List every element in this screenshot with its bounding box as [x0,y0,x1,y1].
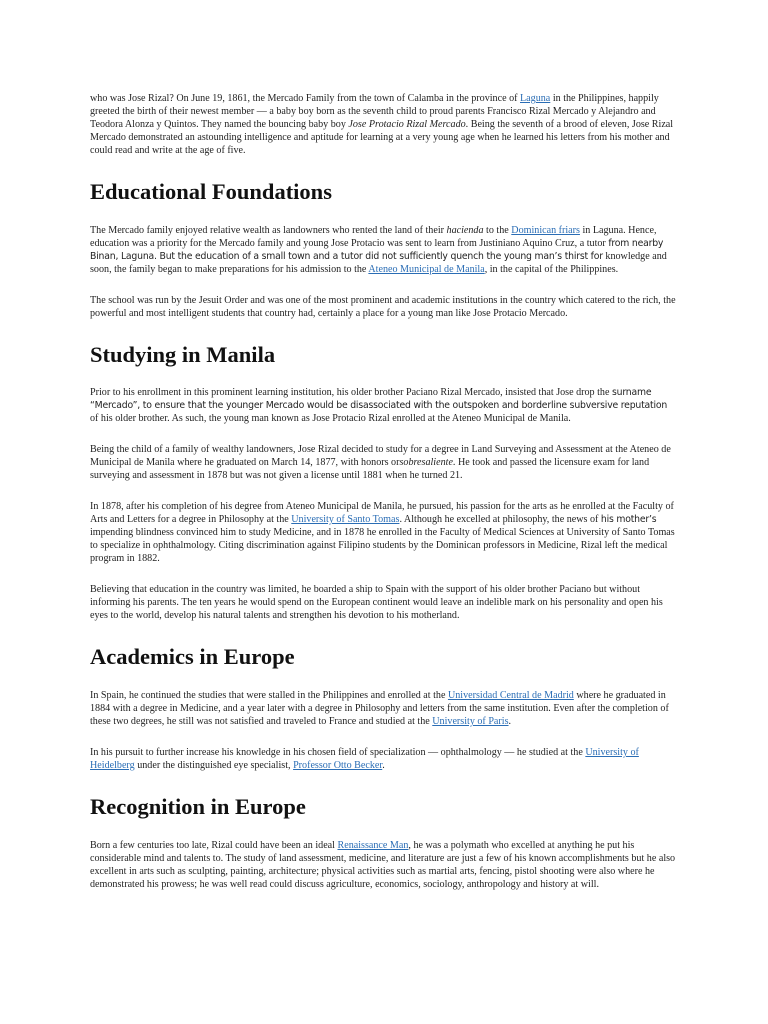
academics-p1-text-2: where he graduated in 1884 with a degree in Medicine, and a year later with a degree in Philosophy and letters from the same institution. Even after the completion of these two degrees, he still was not satisfied and traveled to France and studied at the [90,690,669,727]
link-ateneo-municipal[interactable]: Ateneo Municipal de Manila [368,264,485,275]
academics-p1-text-3: . [508,716,512,727]
academics-paragraph-2 [90,746,676,772]
academics-p2-text-2: under the distinguished eye specialist, [134,760,294,771]
manila-p2-text-2: . He took and passed the licensure exam for land surveying and assessment in 1878 but was not given a license until 1881 when he turned 21. [90,457,650,481]
intro-text-2: in the Philippines, happily greeted the birth of their newest member — a baby boy born as the seventh child to proud parents Francisco Rizal Mercado y Alejandro and Teodora Alonza y Quintos. They named the bouncing baby boy [90,93,659,130]
educational-p1-text-2: to the [483,225,512,236]
manila-p1-text-3: of his older brother. As such, the young man known as Jose Protacio Rizal enrolled at the Ateneo Municipal de Manila. [90,413,571,424]
manila-p3-text-4: impending blindness convinced him to study Medicine, and in 1878 he enrolled in the Faculty of Medical Sciences at University of Santo Tomas to specialize in ophthalmology. Citing discrimination against Filipino students by the Dominican professors in Medicine, Rizal left the medical program in 1882. [90,527,675,564]
hacienda-italic: hacienda [446,225,484,236]
academics-p2-text-1: In his pursuit to further increase his knowledge in his chosen field of specialization — ophthalmology — he studied at the [90,747,586,758]
manila-paragraph-3 [90,500,676,565]
manila-p1-text-1: Prior to his enrollment in this prominent learning institution, his older brother Paciano Rizal Mercado, insisted that Jose drop the [90,387,612,398]
manila-p1-text-2: surname “Mercado”, to ensure that the younger Mercado would be disassociated with the outspoken and borderline subversive reputation [90,387,668,411]
recognition-paragraph-1 [90,839,676,891]
heading-studying-in-manila: Studying in Manila [90,342,276,367]
link-laguna[interactable]: Laguna [520,93,551,104]
link-universidad-central-de-madrid[interactable]: Universidad Central de Madrid [447,690,574,701]
link-renaissance-man[interactable]: Renaissance Man [337,840,409,851]
manila-paragraph-2 [90,443,676,482]
educational-p1-text-6: , in the capital of the Philippines. [484,264,619,275]
educational-p1-text-5: knowledge and soon, the family began to make preparations for his admission to the [90,251,667,275]
article-body [90,92,676,903]
link-university-of-paris[interactable]: University of Paris [432,716,509,727]
educational-paragraph-2: The school was run by the Jesuit Order and was one of the most prominent and academic institutions in the country which catered to the rich, the powerful and most intelligent students that country had, certainly a place for a young man like Jose Protacio Mercado. [90,295,676,319]
heading-recognition-in-europe: Recognition in Europe [90,794,306,819]
heading-academics-in-europe: Academics in Europe [90,644,295,669]
link-dominican-friars[interactable]: Dominican friars [511,225,580,236]
educational-p1-text-1: The Mercado family enjoyed relative wealth as landowners who rented the land of their [90,225,447,236]
academics-paragraph-1 [90,689,676,728]
intro-name-italic: Jose Protacio Rizal Mercado [348,119,466,130]
educational-paragraph-1 [90,224,676,276]
intro-text-1: who was Jose Rizal? On June 19, 1861, the Mercado Family from the town of Calamba in the province of [90,93,521,104]
educational-p1-text-3: in Laguna. Hence, education was a priority for the Mercado family and young Jose Protacio was sent to learn from Justiniano Aquino Cruz, a tutor [90,225,657,249]
manila-p2-text-1: Being the child of a family of wealthy landowners, Jose Rizal decided to study for a degree in Land Surveying and Assessment at the Ateneo de Municipal de Manila where he graduated on March 14, 1877, with honors or [90,444,671,468]
manila-p3-text-2: . Although he excelled at philosophy, the news of [399,514,601,525]
sobresaliente-italic: sobresaliente [399,457,453,468]
link-professor-otto-becker[interactable]: Professor Otto Becker [293,760,383,771]
link-university-of-santo-tomas[interactable]: University of Santo Tomas [291,514,400,525]
academics-p2-text-3: . [382,760,385,771]
manila-p3-text-1: In 1878, after his completion of his degree from Ateneo Municipal de Manila, he pursued, his passion for the arts as he enrolled at the Faculty of Arts and Letters for a degree in Philosophy at the [90,501,674,525]
educational-p1-text-4: from nearby Binan, Laguna. But the education of a small town and a tutor did not sufficiently quench the young man’s thirst for [90,238,664,262]
heading-educational-foundations: Educational Foundations [90,179,332,204]
intro-text-3: . Being the seventh of a brood of eleven, Jose Rizal Mercado demonstrated an astounding intelligence and aptitude for learning at a very young age when he learned his letters from his mother and could read and write at the age of five. [90,119,674,156]
link-university-of-heidelberg[interactable]: University of Heidelberg [90,747,639,771]
manila-paragraph-1 [90,386,676,425]
manila-paragraph-4: Believing that education in the country was limited, he boarded a ship to Spain with the support of his older brother Paciano but without informing his parents. The ten years he would spend on the European continent would leave an indelible mark on his personality and open his eyes to the world, develop his natural talents and strengthen his devotion to his motherland. [90,584,663,621]
recognition-p1-text-2: , he was a polymath who excelled at anything he put his considerable mind and talents to. The study of land assessment, medicine, and literature are just a few of his known accomplishments but he also excellent in arts such as sculpting, painting, architecture; physical activities such as martial arts, fencing, pistol shooting were also where he demonstrated his prowess; he was well read could discuss agriculture, economics, sociology, anthropology and history at will. [90,840,676,890]
manila-p3-text-3: his mother’s [600,514,657,525]
academics-p1-text-1: In Spain, he continued the studies that were stalled in the Philippines and enrolled at the [90,690,448,701]
intro-paragraph [90,92,676,157]
recognition-p1-text-1: Born a few centuries too late, Rizal could have been an ideal [90,840,338,851]
